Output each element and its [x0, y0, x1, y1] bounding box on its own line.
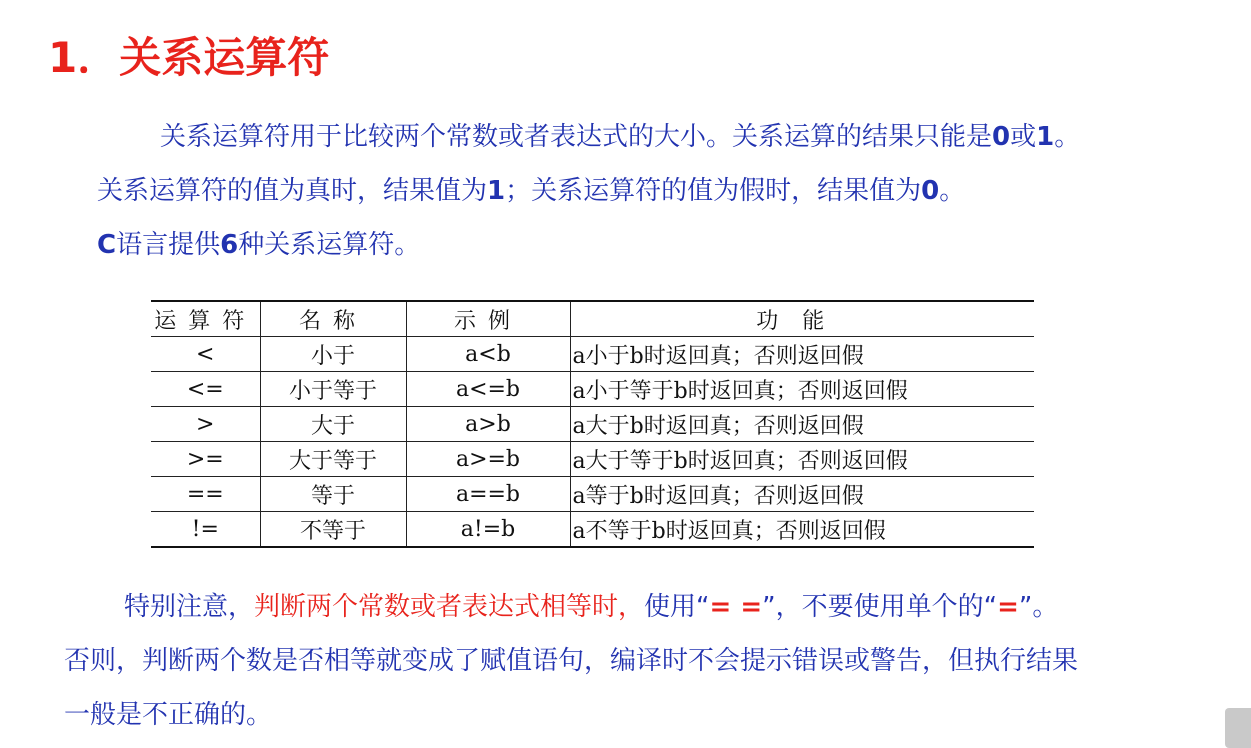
example-cell: a==b: [406, 477, 570, 512]
function-cell: a等于b时返回真；否则返回假: [570, 477, 1034, 512]
table-row: [151, 512, 1034, 548]
function-cell: a小于等于b时返回真；否则返回假: [570, 372, 1034, 407]
intro-line-3: C语言提供6种关系运算符。: [97, 230, 421, 260]
name-cell: 大于: [260, 407, 406, 442]
name-cell: 等于: [260, 477, 406, 512]
example-cell: a<=b: [406, 372, 570, 407]
intro-line-1: 关系运算符用于比较两个常数或者表达式的大小。关系运算的结果只能是0或1。: [160, 122, 1081, 152]
example-cell: a!=b: [406, 512, 570, 548]
table-row: [151, 407, 1034, 442]
example-cell: a>=b: [406, 442, 570, 477]
table-row: [151, 442, 1034, 477]
operator-cell: <=: [151, 372, 260, 407]
corner-control-button[interactable]: [1225, 708, 1251, 748]
function-cell: a大于等于b时返回真；否则返回假: [570, 442, 1034, 477]
operator-cell: >: [151, 407, 260, 442]
function-cell: a不等于b时返回真；否则返回假: [570, 512, 1034, 548]
name-cell: 小于等于: [260, 372, 406, 407]
note-line-2: 否则，判断两个数是否相等就变成了赋值语句，编译时不会提示错误或警告，但执行结果: [64, 646, 1079, 676]
page-title: 1．关系运算符: [48, 33, 330, 82]
function-cell: a大于b时返回真；否则返回假: [570, 407, 1034, 442]
header-function: 功能: [570, 301, 1034, 337]
table-row: [151, 337, 1034, 372]
operator-cell: >=: [151, 442, 260, 477]
intro-line-2: 关系运算符的值为真时，结果值为1；关系运算符的值为假时，结果值为0。: [97, 176, 966, 206]
table-row: [151, 372, 1034, 407]
name-cell: 小于: [260, 337, 406, 372]
note-line-3: 一般是不正确的。: [64, 700, 273, 730]
relational-operators-table: [151, 300, 1034, 548]
example-cell: a>b: [406, 407, 570, 442]
operator-cell: ==: [151, 477, 260, 512]
table-header-row: [151, 301, 1034, 337]
header-operator: 运算符: [151, 301, 260, 337]
header-name: 名称: [260, 301, 406, 337]
header-example: 示例: [406, 301, 570, 337]
name-cell: 不等于: [260, 512, 406, 548]
operator-cell: <: [151, 337, 260, 372]
note-line-1: 特别注意，判断两个常数或者表达式相等时，使用“= =”，不要使用单个的“=”。: [124, 592, 1059, 622]
operator-cell: !=: [151, 512, 260, 548]
function-cell: a小于b时返回真；否则返回假: [570, 337, 1034, 372]
example-cell: a<b: [406, 337, 570, 372]
table-row: [151, 477, 1034, 512]
name-cell: 大于等于: [260, 442, 406, 477]
